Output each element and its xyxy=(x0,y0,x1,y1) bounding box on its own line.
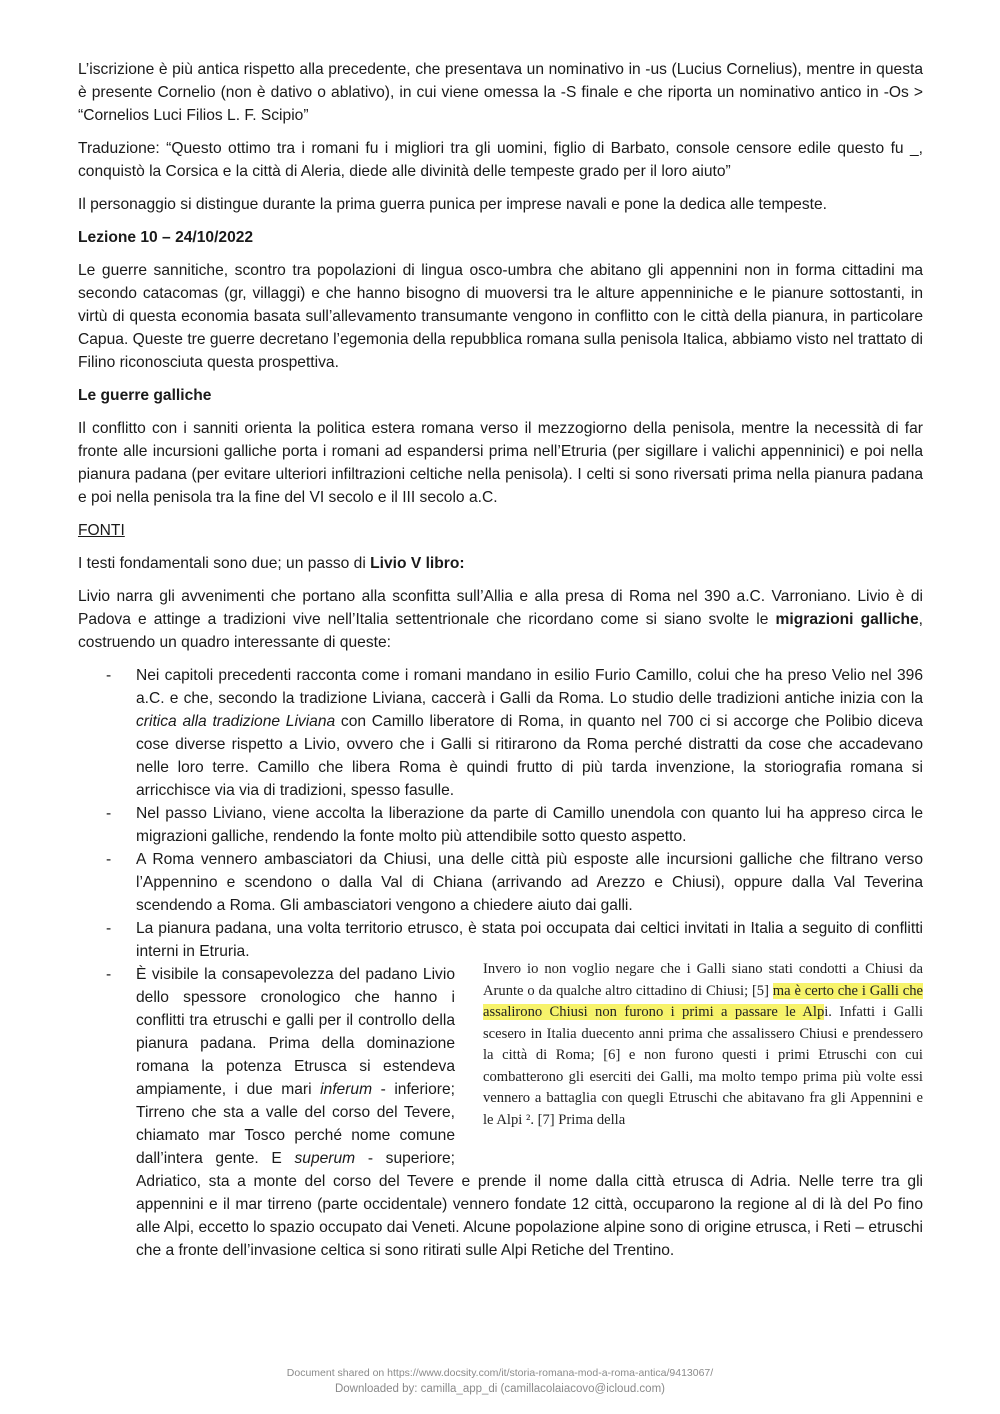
heading-gallic-wars: Le guerre galliche xyxy=(78,387,212,404)
text-italic-inferum: inferum xyxy=(320,1081,373,1098)
list-item xyxy=(78,664,923,802)
paragraph-livio xyxy=(78,585,923,654)
text-fragment: Livio narra gli avvenimenti che portano alla sconfitta sull’Allia e alla presa di Roma nel 390 a.C. Varroniano. Livio è di Padova e attinge a tradizioni vive nell’Italia settentrionale che ricordano come si siano svolte le xyxy=(78,588,923,628)
heading-lesson-10: Lezione 10 – 24/10/2022 xyxy=(78,229,254,246)
heading-sources: FONTI xyxy=(78,522,125,539)
text-fragment: , costruendo un quadro interessante di queste: xyxy=(78,611,924,651)
text-italic: critica alla tradizione Liviana xyxy=(136,713,336,730)
text-italic-superum: superum xyxy=(294,1150,356,1167)
list-item xyxy=(78,917,923,963)
bullet-dash: - xyxy=(106,851,112,868)
paragraph-character: Il personaggio si distingue durante la prima guerra punica per imprese navali e pone la dedica alle tempeste. xyxy=(78,196,827,213)
text-fragment: con Camillo liberatore di Roma, in quanto nel 700 ci si accorge che Polibio diceva cose diverse rispetto a Livio, ovvero che i Galli si ritirarono da Roma perché distratti da cose che accadevano nelle loro terre. Camillo che libera Roma è quindi frutto di più tarda invenzione, la storiografia romana si arricchisce via via di tradizioni, spesso fasulle. xyxy=(136,713,923,799)
quote-highlight: ma è certo che i Galli che assalirono Chiusi non furono i primi a passare le Alp xyxy=(483,982,923,1020)
quoted-book-excerpt-image xyxy=(483,959,923,1149)
text-fragment: A Roma vennero ambasciatori da Chiusi, una delle città più esposte alle incursioni galliche che filtrano verso l’Appennino e scendono o dalla Val di Chiana (arrivando ad Arezzo e Chiusi), oppure dalla Val Teverina scendendo a Roma. Gli ambasciatori vengono a chiedere aiuto dai galli. xyxy=(136,851,923,914)
paragraph-translation: Traduzione: “Questo ottimo tra i romani fu i migliori tra gli uomini, figlio di Barbato, console censore edile questo fu _, conquistò la Corsica e la città di Aleria, diede alle divinità delle tempeste grado per il loro aiuto” xyxy=(78,140,923,180)
quote-text: Invero io non voglio negare che i Galli siano stati condotti a Chiusi da Arunte o da qualche altro cittadino di Chiusi; [5] xyxy=(483,961,923,999)
text-fragment: Nei capitoli precedenti racconta come i romani mandano in esilio Furio Camillo, colui che ha preso Velio nel 396 a.C. e che, secondo la tradizione Liviana, caccerà i Galli da Roma. Lo studio delle tradizioni antiche inizia con la xyxy=(136,667,923,707)
text-fragment: È visibile la consapevolezza del padano Livio dello spessore cronologico che hanno i conflitti tra etruschi e galli per il controllo della pianura padana. Prima della dominazione romana la potenza Etrusca si estendeva ampiamente, i due mari xyxy=(136,966,455,1098)
bullet-dash: - xyxy=(106,805,112,822)
paragraph-gallic-conflict: Il conflitto con i sanniti orienta la politica estera romana verso il mezzogiorno della penisola, mentre la necessità di far fronte alle incursioni galliche porta i romani ad espandersi prima nell’Etruria (per sigillare i valichi appenninici) e poi nella pianura padana (per evitare ulteriori infiltrazioni celtiche nella penisola). I celti si sono riversati prima nella pianura padana e poi nella penisola tra la fine del VI secolo e il III secolo a.C. xyxy=(78,420,923,506)
text-fragment: - inferiore; Tirreno che sta a valle del corso del Tevere, chiamato mar Tosco perché nome comune dall’intera gente. E xyxy=(136,1081,456,1167)
quote-text: i. Infatti i Galli scesero in Italia duecento anni prima che assalissero Chiusi e prendessero la città di Roma; [6] e non furono questi i primi Etruschi con cui combatterono gli eserciti dei Galli, ma molto tempo prima più volte essi vennero a battaglia con quegli Etruschi che abitavano fra gli Appennini e le Alpi ². [7] Prima della xyxy=(483,1004,923,1128)
text-fragment: Nel passo Liviano, viene accolta la liberazione da parte di Camillo unendola con quanto lui ha appreso circa le migrazioni galliche, rendendo la fonte molto più attendibile sotto questo aspetto. xyxy=(136,805,923,845)
paragraph-inscription: L’iscrizione è più antica rispetto alla precedente, che presentava un nominativo in -us (Lucius Cornelius), mentre in questa è presente Cornelio (non è dativo o ablativo), in cui viene omessa la -S finale e che riporta un nominativo antico in -Os > “Cornelios Luci Filios L. F. Scipio” xyxy=(78,61,923,124)
bullet-dash: - xyxy=(106,667,112,684)
text-fragment: - superiore; Adriatico, sta a monte del corso del Tevere e prende il nome dalla città etrusca di Adria. Nelle terre tra gli appennini e il mar tirreno (parte occidentale) vennero fondate 12 città, occuparono la regione al di là del Po fino alle Alpi, eccetto lo spazio occupato dai Veneti. Alcune popolazione alpine sono di origine etrusca, i Reti – etruschi che a fronte dell’invasione celtica si sono ritirati sulle Alpi Retiche del Trentino. xyxy=(136,1150,923,1259)
paragraph-samnite-wars: Le guerre sannitiche, scontro tra popolazioni di lingua osco-umbra che abitano gli appennini non in forma cittadini ma secondo catacomas (gr, villaggi) e che hanno bisogno di muoversi tra le alture appenniniche e le pianure sottostanti, in virtù di questa economia basata sull’allevamento transumante vengono in conflitto con le città della pianura, in particolare Capua. Queste tre guerre decretano l’egemonia della repubblica romana sulla penisola Italica, abbiamo visto nel trattato di Filino riconosciuta questa prospettiva. xyxy=(78,262,923,371)
list-item xyxy=(78,848,923,917)
paragraph-fundamental-texts xyxy=(78,552,923,575)
text-bold-livio: Livio V libro: xyxy=(370,555,465,572)
footer-shared-link: Document shared on https://www.docsity.com/it/storia-romana-mod-a-roma-antica/9413067/ xyxy=(286,1367,714,1379)
image-crop-edge xyxy=(483,1137,923,1149)
text-bold-migrations: migrazioni galliche xyxy=(775,611,919,628)
list-item-with-quote xyxy=(78,963,923,1262)
bullet-dash: - xyxy=(106,920,112,937)
text-fragment: I testi fondamentali sono due; un passo di xyxy=(78,555,371,572)
bullet-list xyxy=(78,664,923,963)
bullet-dash: - xyxy=(106,966,112,983)
text-fragment: La pianura padana, una volta territorio etrusco, è stata poi occupata dai celtici invitati in Italia a seguito di conflitti interni in Etruria. xyxy=(136,920,923,960)
list-item xyxy=(78,802,923,848)
document-body xyxy=(78,58,923,1262)
footer-downloaded-by: Downloaded by: camilla_app_di (camillacolaiacovo@icloud.com) xyxy=(334,1383,665,1395)
